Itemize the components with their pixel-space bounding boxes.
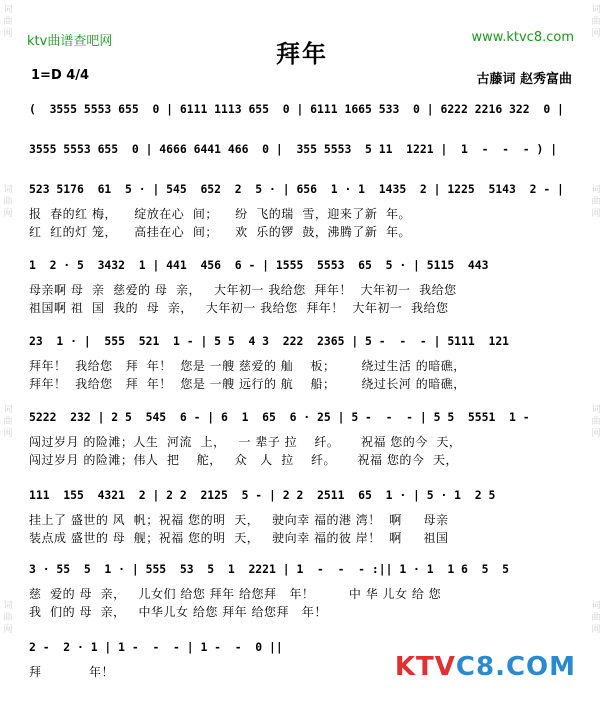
watermark-char: 网 [591,625,601,635]
lyric-line: 装点成 盛世的 母 舰；祝福 您的明 天， 驶向幸 福的彼 岸！ 啊 祖国 [29,531,449,545]
watermark-char: 曲 [591,17,601,27]
key-signature: 1=D 4/4 [31,68,90,83]
notation-line: 23 1 · | 555 521 1 - | 5 5 4 3 222 2365 | 5 - - - | 5111 121 [29,334,510,348]
notation-line: 523 5176 61 5 · | 545 652 2 5 · | 656 1 · 1 1435 2 | 1225 5143 2 - | [29,182,564,196]
watermark-char: 网 [3,209,13,219]
watermark-char: 网 [591,209,601,219]
watermark-char: 网 [591,429,601,439]
lyric-line: 我 们的 母 亲， 中华儿女 给您 拜年 给您拜 年！ [29,605,327,619]
notation-line: 111 155 4321 2 | 2 2 2125 5 - | 2 2 2511 65 1 · | 5 · 1 2 5 [29,488,496,502]
logo-part: KTV [394,652,456,682]
watermark-char: 词 [591,405,601,415]
ktvc8-logo [395,652,576,682]
site-name-left: ktv曲谱查吧网 [27,34,113,49]
watermark-char: 词 [3,5,13,15]
watermark-char: 词 [3,185,13,195]
lyric-line: 报 春的红 梅， 绽放在心 间； 纷 飞的瑞 雪，迎来了新 年。 [29,207,411,221]
watermark-char: 词 [3,405,13,415]
logo-part: C8.COM [455,652,576,682]
notation-line: 1 2 · 5 3432 1 | 441 456 6 - | 1555 5553 65 5 · | 5115 443 [29,258,489,272]
lyric-line: 拜 年！ [29,665,114,679]
notation-line: 3555 5553 655 0 | 4666 6441 466 0 | 355 5553 5 11 1221 | 1 - - - ) | [29,142,558,156]
credits: 古藤词 赵秀富曲 [476,72,572,87]
lyric-line: 闯过岁月 的险滩；人生 河流 上， 一 辈子 拉 纤。 祝福 您的今 天， [29,435,462,449]
watermark-char: 网 [591,29,601,39]
watermark-char: 词 [591,5,601,15]
lyric-line: 母亲啊 母 亲 慈爱的 母 亲， 大年初一 我给您 拜年！ 大年初一 我给您 [29,283,457,297]
lyric-line: 祖国啊 祖 国 我的 母 亲， 大年初一 我给您 拜年！ 大年初一 我给您 [29,301,449,315]
lyric-line: 拜年！ 我给您 拜 年！ 您是 一艘 远行的 航 船； 绕过长河 的暗礁， [29,377,466,391]
lyric-line: 闯过岁月 的险滩；伟人 把 舵， 众 人 拉 纤。 祝福 您的今 天， [29,453,458,467]
watermark-char: 词 [3,601,13,611]
watermark-char: 曲 [3,197,13,207]
watermark-char: 网 [3,625,13,635]
watermark-char: 曲 [591,417,601,427]
lyric-line: 拜年！ 我给您 拜 年！ 您是 一艘 慈爱的 舢 板； 绕过生活 的暗礁， [29,359,466,373]
watermark-char: 曲 [591,197,601,207]
notation-line: 3 · 55 5 1 · | 555 53 5 1 2221 | 1 - - - :|| 1 · 1 1 6 5 5 [29,562,510,576]
notation-line: 5222 232 | 2 5 545 6 - | 6 1 65 6 · 25 | 5 - - - | 5 5 5551 1 - [29,410,530,424]
notation-line: ( 3555 5553 655 0 | 6111 1113 655 0 | 6111 1665 533 0 | 6222 2216 322 0 | [29,102,564,116]
watermark-char: 词 [591,185,601,195]
watermark-char: 网 [3,429,13,439]
lyric-line: 红 红的灯 笼， 高挂在心 间； 欢 乐的锣 鼓，沸腾了新 年。 [29,225,411,239]
song-title: 拜年 [276,40,328,68]
notation-line: 2 - 2 · 1 | 1 - - - | 1 - - 0 || [29,640,283,654]
watermark-char: 曲 [3,613,13,623]
watermark-char: 网 [3,29,13,39]
lyric-line: 挂上了 盛世的 风 帆；祝福 您的明 天， 驶向幸 福的港 湾！ 啊 母亲 [29,513,449,527]
site-url-right: www.ktvc8.com [471,30,574,45]
watermark-char: 曲 [3,417,13,427]
watermark-char: 曲 [3,17,13,27]
watermark-char: 曲 [591,613,601,623]
watermark-char: 词 [591,601,601,611]
lyric-line: 慈 爱的 母 亲， 儿女们 给您 拜年 给您拜 年！ 中 华 儿女 给 您 [29,587,442,601]
